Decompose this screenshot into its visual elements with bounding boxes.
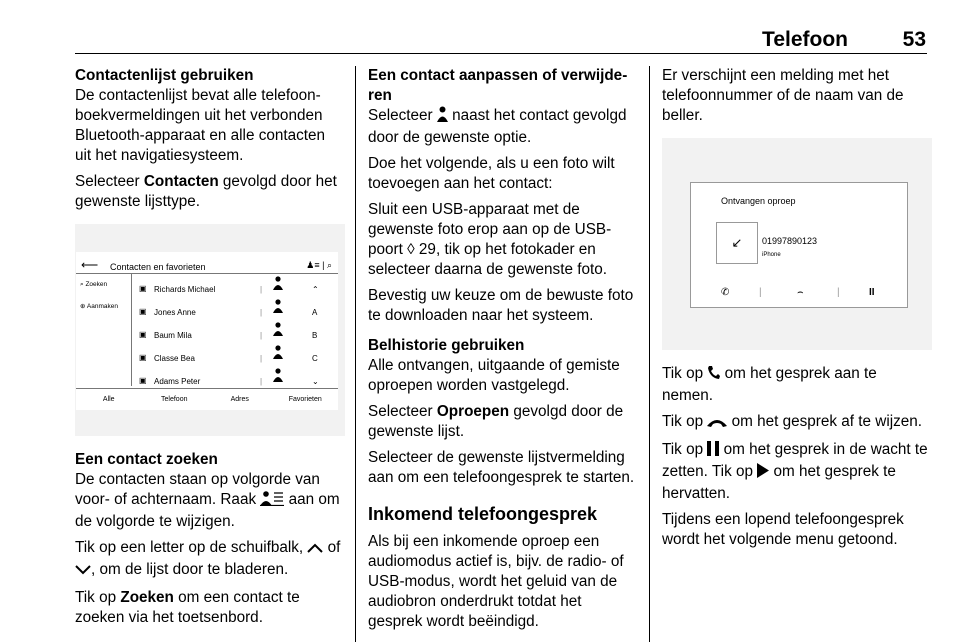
person-icon	[273, 322, 283, 344]
search-item: ⌕ Zoeken	[80, 281, 108, 288]
tab-phone: Telefoon	[161, 396, 188, 403]
screen-title: Ontvangen oproep	[721, 196, 796, 206]
column-divider	[649, 66, 650, 642]
paragraph: De contactenlijst bevat alle telefoonboekvermeldingen uit het verbonden Bluetooth-apparaat en alle contacten uit het navigatiesysteem.	[75, 87, 326, 164]
create-item: ⊕ Aanmaken	[80, 303, 118, 310]
contact-row: ▣ Jones Anne | A	[132, 297, 338, 320]
tab-favorites: Favorieten	[288, 396, 322, 403]
contact-icon: ▣	[139, 307, 147, 316]
person-icon	[273, 299, 283, 321]
column-2	[368, 66, 638, 638]
tab-address: Adres	[230, 396, 249, 403]
section-heading: Belhistorie gebruiken	[368, 337, 525, 354]
contact-icon: ▣	[139, 353, 147, 362]
contact-row: ▣ Adams Peter | ⌄	[132, 366, 338, 389]
header-divider	[75, 53, 927, 54]
column-3	[662, 66, 932, 556]
paragraph: Er verschijnt een melding met het telefoonnummer of de naam van de beller.	[662, 67, 904, 124]
caller-number: 01997890123	[762, 236, 818, 246]
paragraph: Tik op Zoeken om een contact te zoeken via het toetsenbord.	[75, 589, 300, 626]
sort-icon: ♟≡ | ⌕	[306, 260, 332, 270]
tab-bar	[76, 388, 338, 411]
header-title: Telefoon	[762, 28, 848, 51]
phone-answer-icon	[707, 365, 720, 386]
contact-row: ▣ Classe Bea | C	[132, 343, 338, 366]
answer-icon: ✆	[721, 287, 730, 298]
section-heading: Een contact aanpassen of verwijderen	[368, 67, 628, 104]
column-divider	[355, 66, 356, 642]
contact-icon: ▣	[139, 376, 147, 385]
column-1	[75, 66, 345, 634]
paragraph: Tik op om het gesprek aan te nemen.	[662, 365, 877, 404]
paragraph: Als bij een inkomende oproep een audiomodus actief is, bijv. de radio- of USB-modus, wordt het geluid van de audiobron onderdrukt totdat het gesprek wordt beëindigd.	[368, 533, 624, 630]
paragraph: Alle ontvangen, uitgaande of gemiste oproepen worden vastgelegd.	[368, 357, 620, 394]
paragraph: Bevestig uw keuze om de bewuste foto te downloaden naar het systeem.	[368, 287, 634, 324]
contact-row: ▣ Baum Mila | B	[132, 320, 338, 343]
paragraph: Tijdens een lopend telefoongesprek wordt het volgende menu getoond.	[662, 511, 904, 548]
device-name: iPhone	[762, 252, 781, 258]
paragraph: Tik op een letter op de schuifbalk, of , om de lijst door te bladeren.	[75, 538, 345, 582]
sort-icon	[260, 491, 284, 512]
tab-all: Alle	[102, 396, 115, 403]
contact-icon: ▣	[139, 284, 147, 293]
back-arrow-icon: ⟵	[81, 258, 99, 272]
person-icon	[273, 276, 283, 298]
contacts-screenshot	[75, 224, 345, 436]
paragraph: Doe het volgende, als u een foto wilt toevoegen aan het contact:	[368, 155, 615, 192]
pause-icon	[707, 441, 719, 462]
hang-up-icon: ⌢	[797, 287, 804, 298]
person-icon	[273, 345, 283, 367]
paragraph: Selecteer Contacten gevolgd door het gewenste lijsttype.	[75, 173, 337, 210]
section-heading: Inkomend telefoongesprek	[368, 504, 598, 524]
paragraph: Selecteer Oproepen gevolgd door de gewenste lijst.	[368, 403, 624, 440]
person-icon	[437, 106, 448, 128]
person-icon	[273, 368, 283, 390]
section-heading: Een contact zoeken	[75, 451, 218, 468]
paragraph: Tik op om het gesprek af te wijzen.	[662, 412, 932, 434]
page-number: 53	[902, 28, 926, 51]
paragraph: De contacten staan op volgorde van voor- of achternaam. Raak aan om de volgorde te wijzigen.	[75, 471, 340, 530]
incoming-call-icon: ↙	[716, 222, 758, 264]
contact-row: ▣ Richards Michael | ⌃	[132, 274, 338, 297]
play-icon	[757, 463, 769, 484]
incoming-call-screenshot: Ontvangen oproep ↙ 01997890123 iPhone ✆ | ⌢ | II	[662, 138, 932, 350]
section-heading: Contactenlijst gebruiken	[75, 67, 254, 84]
phone-hangup-icon	[707, 414, 727, 434]
paragraph: Selecteer de gewenste lijstvermelding aan om een telefoongesprek te starten.	[368, 449, 635, 486]
chevron-down-icon	[75, 562, 91, 582]
paragraph: Sluit een USB-apparaat met de gewenste foto erop aan op de USB-poort ◊ 29, tik op het fotokader en selecteer daarna de gewenste foto.	[368, 201, 612, 278]
screen-title: Contacten en favorieten	[110, 262, 206, 272]
pause-icon: II	[869, 287, 875, 298]
paragraph: Selecteer naast het contact gevolgd door de gewenste optie.	[368, 107, 627, 146]
contact-icon: ▣	[139, 330, 147, 339]
paragraph: Tik op om het gesprek in de wacht te zetten. Tik op om het gesprek te hervatten.	[662, 441, 928, 502]
chevron-up-icon	[307, 540, 323, 560]
